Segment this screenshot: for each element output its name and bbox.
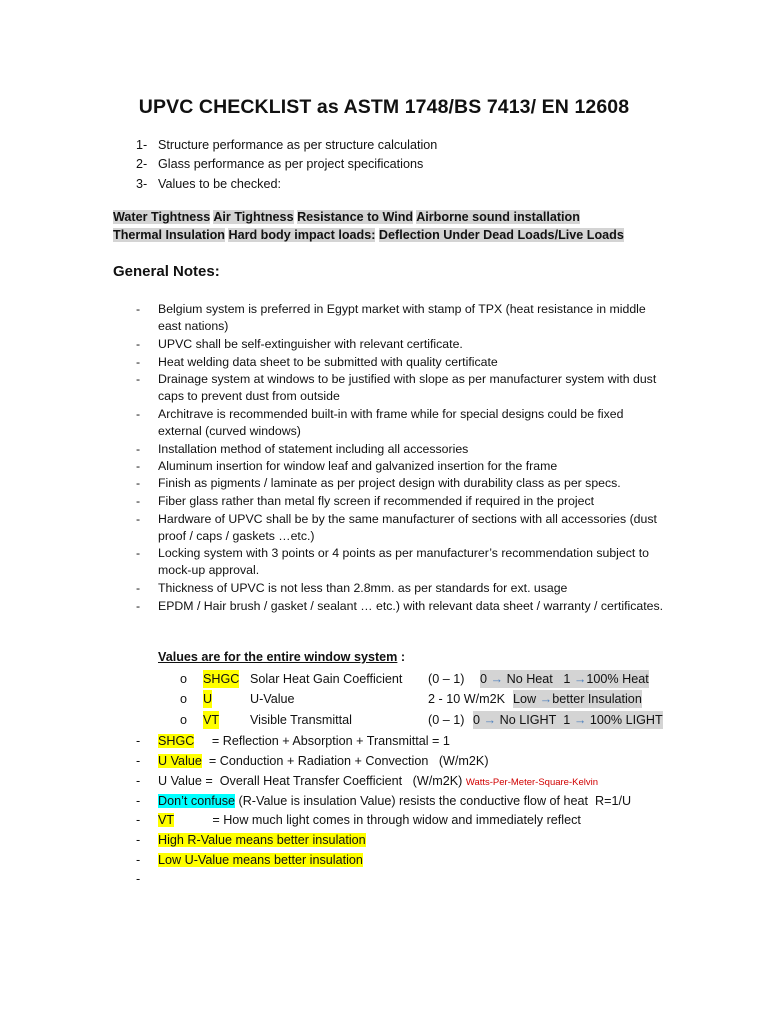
dash-bullet: - <box>136 853 141 867</box>
tag-airborne-sound: Airborne sound installation <box>416 210 580 224</box>
tag-hard-body-impact: Hard body impact loads: <box>228 228 376 242</box>
dash-bullet: - <box>136 442 141 456</box>
note-low: 0 <box>473 713 481 727</box>
note-high-text: 100% LIGHT <box>589 713 663 727</box>
item-text: Structure performance as per structure calculation <box>158 138 438 152</box>
dash-bullet: - <box>136 794 141 808</box>
note-high-text: 100% Heat <box>586 672 649 686</box>
general-note-text: Architrave is recommended built-in with frame while for special designs could be fixed external (curved windows) <box>158 407 624 439</box>
general-note-text: Belgium system is preferred in Egypt market with stamp of TPX (heat resistance in middle east nations) <box>158 302 646 334</box>
circle-bullet-icon: o <box>180 672 188 686</box>
value-range: (0 – 1) <box>428 672 465 686</box>
value-description: Solar Heat Gain Coefficient <box>250 672 403 686</box>
general-note-text: Locking system with 3 points or 4 points as per manufacturer’s recommendation subject to mock-up approval. <box>158 546 649 578</box>
values-heading-suffix: : <box>397 650 406 664</box>
general-note-text: EPDM / Hair brush / gasket / sealant … etc.) with relevant data sheet / warranty / certificates. <box>158 599 664 613</box>
dont-confuse-text: (R-Value is insulation Value) resists the conductive flow of heat R=1/U <box>235 794 632 808</box>
dash-bullet: - <box>136 459 141 473</box>
dash-bullet: - <box>136 302 141 316</box>
low-u-text: Low U-Value means better insulation <box>158 853 363 867</box>
note-low: Low <box>513 692 537 706</box>
numbered-item-3 <box>136 175 281 193</box>
item-number: 3- <box>136 177 148 191</box>
arrow-right-icon: → <box>573 713 587 727</box>
tag-thermal-insulation: Thermal Insulation <box>113 228 225 242</box>
dash-bullet: - <box>136 372 141 386</box>
dash-bullet: - <box>136 581 141 595</box>
value-range: 2 - 10 W/m2K <box>428 692 505 706</box>
general-note-text: Hardware of UPVC shall be by the same manufacturer of sections with all accessories (dust proof / caps / gaskets …etc.) <box>158 512 657 544</box>
arrow-right-icon: → <box>483 713 497 727</box>
value-description: U-Value <box>250 692 295 706</box>
value-range: (0 – 1) <box>428 713 465 727</box>
general-note-text: Finish as pigments / laminate as per project design with durability class as per specs. <box>158 476 621 490</box>
vt-formula: = How much light comes in through widow and immediately reflect <box>173 813 581 827</box>
note-high: 1 <box>563 672 571 686</box>
shgc-formula: = Reflection + Absorption + Transmittal = 1 <box>194 734 450 748</box>
tag-water-tightness: Water Tightness <box>113 210 211 224</box>
general-note-text: Installation method of statement including all accessories <box>158 442 469 456</box>
shgc-label: SHGC <box>158 734 195 748</box>
numbered-item-1 <box>136 136 437 154</box>
general-notes-heading: General Notes: <box>113 263 220 280</box>
dash-bullet: - <box>136 546 141 560</box>
arrow-right-icon: → <box>490 672 504 686</box>
dash-bullet: - <box>136 754 141 768</box>
page-title: UPVC CHECKLIST as ASTM 1748/BS 7413/ EN 12608 <box>138 96 630 118</box>
dash-bullet: - <box>136 734 141 748</box>
item-number: 2- <box>136 157 148 171</box>
dash-bullet: - <box>136 512 141 526</box>
values-heading-text: Values are for the entire window system <box>158 650 398 664</box>
circle-bullet-icon: o <box>180 713 188 727</box>
dash-bullet: - <box>136 337 141 351</box>
dash-bullet: - <box>136 833 141 847</box>
tag-deflection: Deflection Under Dead Loads/Live Loads <box>378 228 624 242</box>
units-note: Watts-Per-Meter-Square-Kelvin <box>465 777 598 788</box>
value-note <box>480 670 649 688</box>
note-high-text: better Insulation <box>552 692 642 706</box>
tags-row-1 <box>113 208 580 226</box>
dash-bullet: - <box>136 494 141 508</box>
general-note-text: Drainage system at windows to be justified with slope as per manufacturer system with dust caps to prevent dust from outside <box>158 372 657 404</box>
tag-resistance-to-wind: Resistance to Wind <box>297 210 414 224</box>
item-text: Values to be checked: <box>158 177 281 191</box>
circle-bullet-icon: o <box>180 692 188 706</box>
vt-label: VT <box>158 813 174 827</box>
dash-bullet: - <box>136 813 141 827</box>
dash-bullet: - <box>136 872 141 886</box>
dash-bullet: - <box>136 476 141 490</box>
dash-bullet: - <box>136 407 141 421</box>
value-abbr: U <box>203 692 213 706</box>
value-abbr: VT <box>203 713 220 727</box>
arrow-right-icon: → <box>573 672 587 686</box>
dash-bullet: - <box>136 774 141 788</box>
values-heading <box>158 650 405 664</box>
uvalue-label: U Value <box>158 754 202 768</box>
tags-row-2 <box>113 226 624 244</box>
note-low-text: No LIGHT <box>499 713 557 727</box>
item-number: 1- <box>136 138 148 152</box>
general-note-text: Aluminum insertion for window leaf and galvanized insertion for the frame <box>158 459 558 473</box>
high-r-text: High R-Value means better insulation <box>158 833 366 847</box>
dash-bullet: - <box>136 599 141 613</box>
arrow-right-icon: → <box>539 692 553 706</box>
note-high: 1 <box>563 713 571 727</box>
uvalue-definition: U Value = Overall Heat Transfer Coefficient (W/m2K) <box>158 774 466 788</box>
tag-air-tightness: Air Tightness <box>213 210 294 224</box>
general-note-text: Heat welding data sheet to be submitted with quality certificate <box>158 355 498 369</box>
item-text: Glass performance as per project specifications <box>158 157 424 171</box>
dash-bullet: - <box>136 355 141 369</box>
value-note <box>473 711 663 729</box>
note-low: 0 <box>480 672 488 686</box>
dont-confuse-label: Don’t confuse <box>158 794 236 808</box>
general-note-text: Thickness of UPVC is not less than 2.8mm. as per standards for ext. usage <box>158 581 568 595</box>
value-abbr: SHGC <box>203 672 240 686</box>
numbered-item-2 <box>136 155 423 173</box>
general-note-text: UPVC shall be self-extinguisher with relevant certificate. <box>158 337 463 351</box>
value-description: Visible Transmittal <box>250 713 352 727</box>
uvalue-formula: = Conduction + Radiation + Convection (W/m2K) <box>201 754 489 768</box>
note-low-text: No Heat <box>506 672 553 686</box>
value-note <box>513 690 642 708</box>
general-note-text: Fiber glass rather than metal fly screen if recommended if required in the project <box>158 494 595 508</box>
